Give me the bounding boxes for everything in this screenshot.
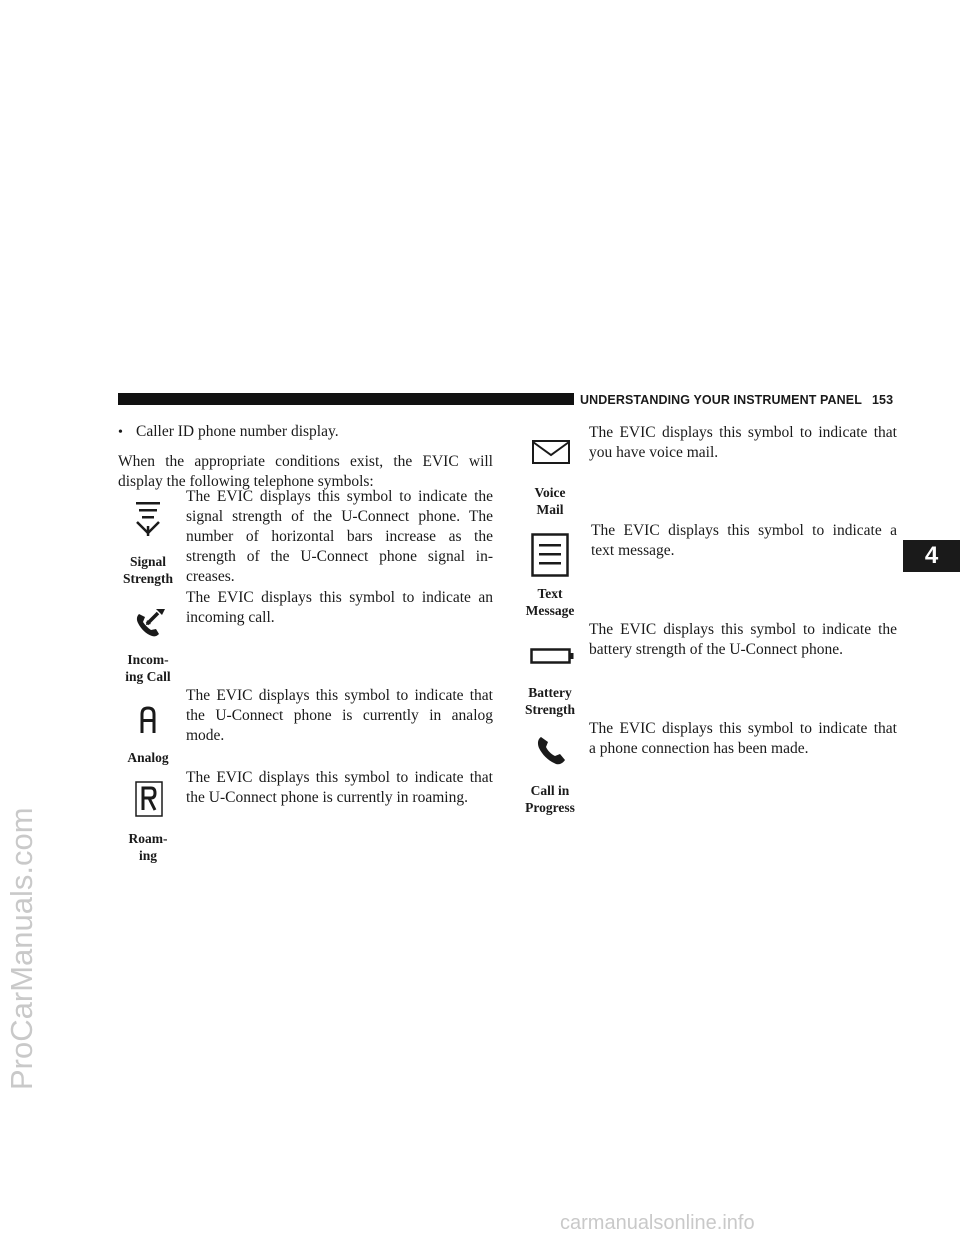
call-in-progress-description: The EVIC displays this symbol to indicate that a phone connection has been made. bbox=[589, 720, 897, 757]
chapter-tab: 4 bbox=[903, 540, 960, 572]
intro-paragraph: When the appropriate conditions exist, the EVIC will display the following telephone symbols: bbox=[118, 453, 493, 490]
bullet-item bbox=[118, 422, 123, 443]
call-in-progress-label: Call in Progress bbox=[525, 783, 575, 815]
analog-label: Analog bbox=[127, 750, 169, 765]
header-rule bbox=[118, 393, 574, 405]
voice-mail-description: The EVIC displays this symbol to indicate that you have voice mail. bbox=[589, 424, 897, 461]
incoming-call-icon bbox=[134, 607, 166, 637]
bullet-dot: • bbox=[118, 425, 123, 440]
roaming-icon bbox=[135, 781, 163, 817]
signal-strength-description: The EVIC displays this symbol to indicate the signal strength of the U-Connect phone. The number of horizontal bars increase as the strength of the U-Connect phone signal in- creases. bbox=[186, 488, 493, 585]
phone-handset-icon bbox=[536, 735, 566, 765]
incoming-call-description: The EVIC displays this symbol to indicate an incoming call. bbox=[186, 589, 493, 626]
voice-mail-icon bbox=[532, 440, 570, 464]
roaming-label: Roam- ing bbox=[128, 831, 168, 863]
page-number: 153 bbox=[871, 393, 894, 407]
roaming-description: The EVIC displays this symbol to indicate that the U-Connect phone is currently in roaming. bbox=[186, 769, 493, 806]
text-message-label: Text Message bbox=[525, 586, 575, 618]
bullet-text: Caller ID phone number display. bbox=[136, 423, 339, 440]
incoming-call-label: Incom- ing Call bbox=[125, 652, 171, 684]
bottom-watermark: carmanualsonline.info bbox=[560, 1212, 755, 1234]
side-watermark: ProCarManuals.com bbox=[4, 807, 39, 1090]
text-message-description: The EVIC displays this symbol to indicate a text message. bbox=[591, 522, 897, 559]
battery-icon bbox=[530, 648, 574, 664]
battery-strength-description: The EVIC displays this symbol to indicate the battery strength of the U-Connect phone. bbox=[589, 621, 897, 658]
analog-icon bbox=[140, 706, 156, 734]
analog-description: The EVIC displays this symbol to indicate that the U-Connect phone is currently in analog mode. bbox=[186, 687, 493, 744]
signal-strength-icon bbox=[136, 502, 160, 536]
running-header bbox=[580, 393, 893, 407]
section-title: UNDERSTANDING YOUR INSTRUMENT PANEL bbox=[580, 393, 862, 407]
battery-strength-label: Battery Strength bbox=[524, 685, 575, 717]
voice-mail-label: Voice Mail bbox=[534, 485, 566, 517]
text-message-icon bbox=[531, 533, 569, 577]
signal-strength-label: Signal Strength bbox=[122, 554, 173, 586]
